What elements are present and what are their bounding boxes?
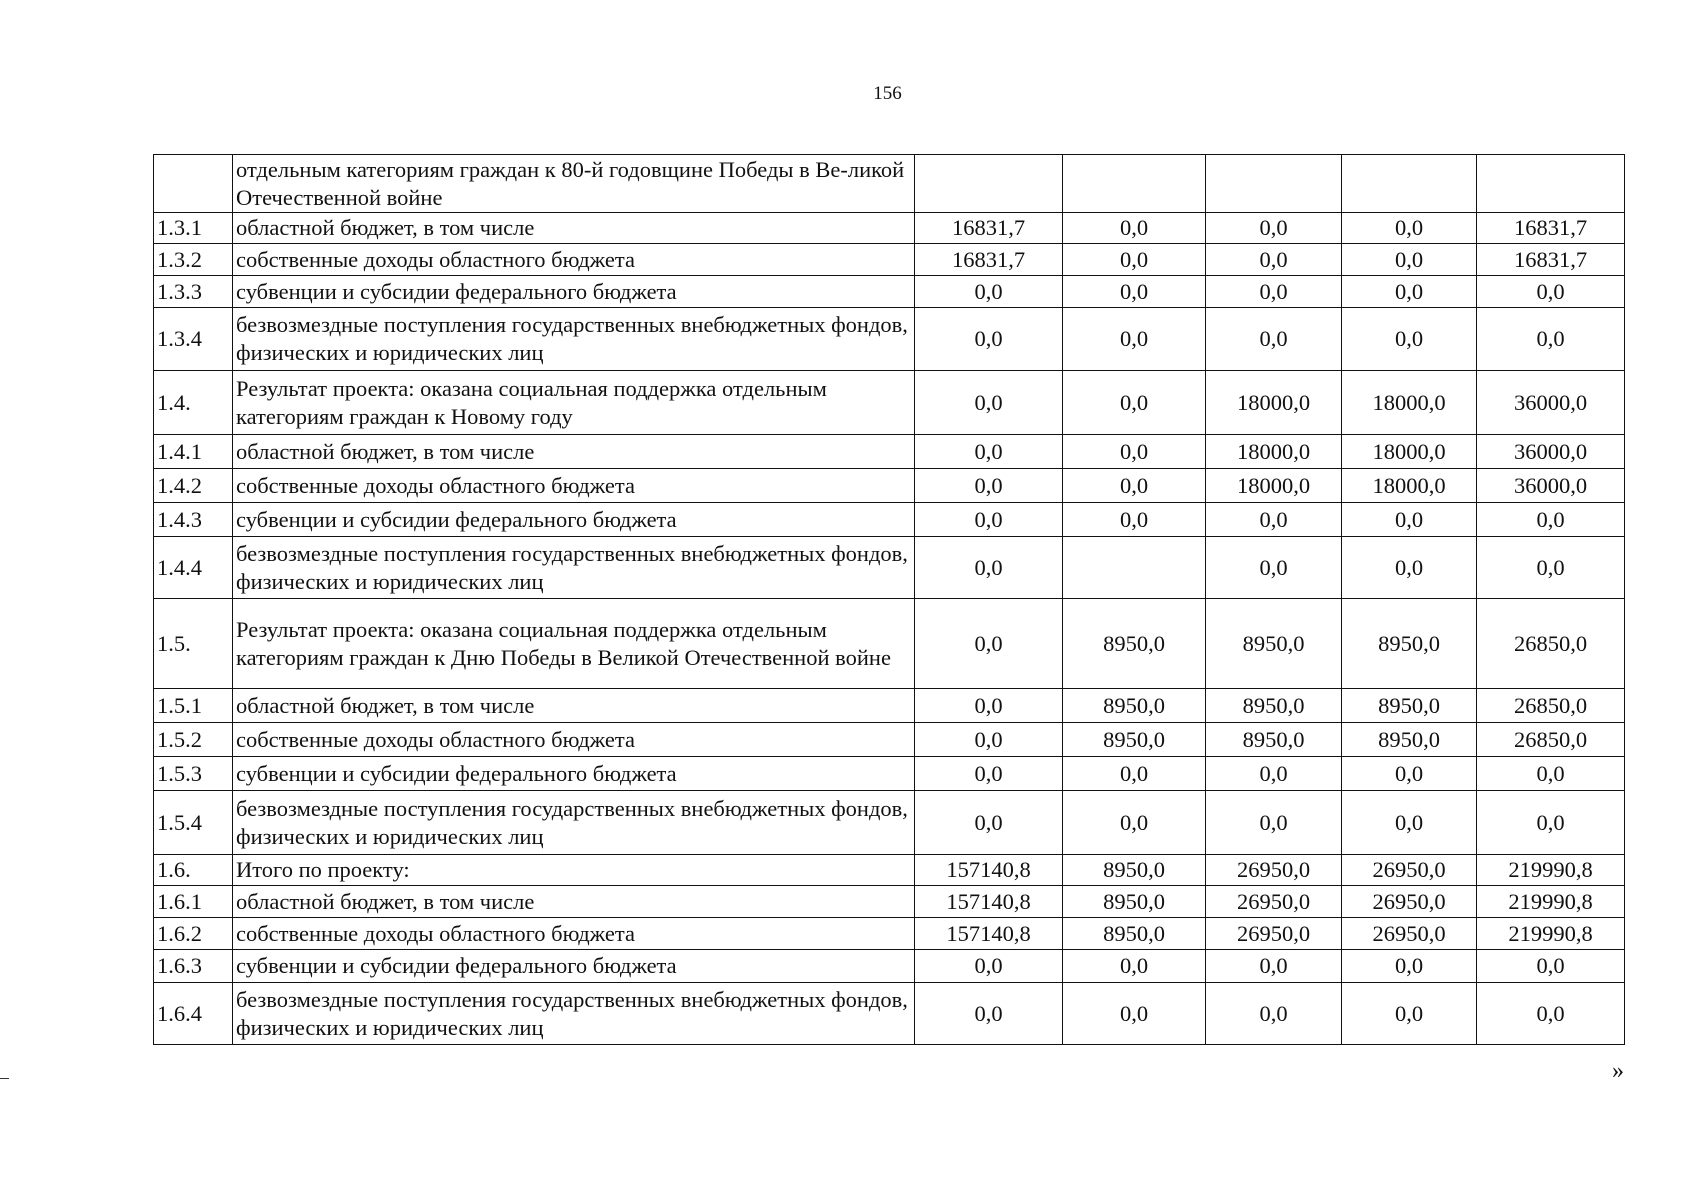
row-description: собственные доходы областного бюджета (233, 723, 915, 757)
value-cell-5: 16831,7 (1477, 213, 1625, 244)
value-cell-1: 0,0 (915, 950, 1063, 983)
row-code: 1.6.2 (154, 918, 233, 950)
row-description: Результат проекта: оказана социальная поддержка отдельным категориям граждан к Новому году (233, 371, 915, 435)
row-description: безвозмездные поступления государственных внебюджетных фондов, физических и юридических лиц (233, 308, 915, 371)
value-cell-2: 8950,0 (1063, 918, 1206, 950)
value-cell-3: 0,0 (1206, 950, 1342, 983)
value-cell-3: 26950,0 (1206, 886, 1342, 918)
row-code: 1.6.1 (154, 886, 233, 918)
row-description: собственные доходы областного бюджета (233, 918, 915, 950)
value-cell-2: 8950,0 (1063, 886, 1206, 918)
value-cell-4: 8950,0 (1342, 599, 1477, 689)
value-cell-3: 0,0 (1206, 791, 1342, 855)
value-cell-2: 0,0 (1063, 791, 1206, 855)
row-code: 1.4.4 (154, 537, 233, 599)
value-cell-2: 0,0 (1063, 308, 1206, 371)
row-code: 1.6.3 (154, 950, 233, 983)
row-description: областной бюджет, в том числе (233, 213, 915, 244)
value-cell-3: 8950,0 (1206, 599, 1342, 689)
value-cell-5: 219990,8 (1477, 855, 1625, 886)
value-cell-1: 0,0 (915, 469, 1063, 503)
value-cell-2: 0,0 (1063, 469, 1206, 503)
value-cell-4: 0,0 (1342, 537, 1477, 599)
value-cell-2: 0,0 (1063, 983, 1206, 1045)
row-description: субвенции и субсидии федерального бюджета (233, 950, 915, 983)
row-description: областной бюджет, в том числе (233, 435, 915, 469)
row-description: областной бюджет, в том числе (233, 689, 915, 723)
value-cell-4: 0,0 (1342, 983, 1477, 1045)
row-description: отдельным категориям граждан к 80-й годовщине Победы в Ве-ликой Отечественной войне (233, 155, 915, 213)
value-cell-1: 0,0 (915, 371, 1063, 435)
row-code: 1.3.3 (154, 276, 233, 308)
table-row (154, 791, 1625, 855)
row-code: 1.5.1 (154, 689, 233, 723)
value-cell-2 (1063, 155, 1206, 213)
value-cell-4: 26950,0 (1342, 918, 1477, 950)
value-cell-1: 157140,8 (915, 855, 1063, 886)
row-code: 1.4.1 (154, 435, 233, 469)
value-cell-4: 0,0 (1342, 950, 1477, 983)
row-description: собственные доходы областного бюджета (233, 469, 915, 503)
value-cell-2: 8950,0 (1063, 689, 1206, 723)
value-cell-2: 0,0 (1063, 757, 1206, 791)
value-cell-5: 219990,8 (1477, 886, 1625, 918)
row-description: безвозмездные поступления государственных внебюджетных фондов, физических и юридических лиц (233, 791, 915, 855)
value-cell-1: 0,0 (915, 308, 1063, 371)
budget-table (153, 154, 1625, 1045)
value-cell-2: 0,0 (1063, 371, 1206, 435)
value-cell-1: 0,0 (915, 689, 1063, 723)
value-cell-3: 0,0 (1206, 537, 1342, 599)
table-row (154, 276, 1625, 308)
value-cell-3: 0,0 (1206, 757, 1342, 791)
value-cell-2: 0,0 (1063, 435, 1206, 469)
value-cell-3: 8950,0 (1206, 689, 1342, 723)
value-cell-5: 0,0 (1477, 276, 1625, 308)
value-cell-5: 26850,0 (1477, 723, 1625, 757)
value-cell-5: 26850,0 (1477, 689, 1625, 723)
value-cell-3: 0,0 (1206, 503, 1342, 537)
value-cell-5: 16831,7 (1477, 244, 1625, 276)
table-row (154, 855, 1625, 886)
value-cell-4: 0,0 (1342, 213, 1477, 244)
closing-quote-mark: » (1612, 1058, 1624, 1084)
table-row (154, 308, 1625, 371)
row-description: субвенции и субсидии федерального бюджета (233, 757, 915, 791)
row-code: 1.5.2 (154, 723, 233, 757)
value-cell-3 (1206, 155, 1342, 213)
value-cell-2 (1063, 537, 1206, 599)
value-cell-2: 0,0 (1063, 276, 1206, 308)
table-row (154, 757, 1625, 791)
value-cell-2: 0,0 (1063, 213, 1206, 244)
table-row (154, 371, 1625, 435)
row-code: 1.5. (154, 599, 233, 689)
value-cell-5: 219990,8 (1477, 918, 1625, 950)
value-cell-5: 0,0 (1477, 950, 1625, 983)
table-row (154, 244, 1625, 276)
value-cell-1: 0,0 (915, 276, 1063, 308)
value-cell-1: 16831,7 (915, 244, 1063, 276)
value-cell-3: 0,0 (1206, 308, 1342, 371)
value-cell-5: 26850,0 (1477, 599, 1625, 689)
value-cell-1: 0,0 (915, 983, 1063, 1045)
value-cell-5: 36000,0 (1477, 435, 1625, 469)
value-cell-3: 0,0 (1206, 276, 1342, 308)
row-description: Результат проекта: оказана социальная поддержка отдельным категориям граждан к Дню Победы в Великой Отечественной войне (233, 599, 915, 689)
value-cell-2: 8950,0 (1063, 723, 1206, 757)
value-cell-5: 0,0 (1477, 503, 1625, 537)
value-cell-3: 26950,0 (1206, 855, 1342, 886)
value-cell-5: 0,0 (1477, 757, 1625, 791)
value-cell-4: 8950,0 (1342, 689, 1477, 723)
table-row (154, 213, 1625, 244)
row-code: 1.5.3 (154, 757, 233, 791)
value-cell-1 (915, 155, 1063, 213)
value-cell-4: 0,0 (1342, 276, 1477, 308)
table-row (154, 950, 1625, 983)
row-code: 1.6. (154, 855, 233, 886)
table-row (154, 983, 1625, 1045)
value-cell-5 (1477, 155, 1625, 213)
table-row (154, 537, 1625, 599)
value-cell-1: 0,0 (915, 503, 1063, 537)
value-cell-3: 0,0 (1206, 213, 1342, 244)
value-cell-5: 36000,0 (1477, 371, 1625, 435)
value-cell-4: 0,0 (1342, 757, 1477, 791)
table-row (154, 689, 1625, 723)
row-description: безвозмездные поступления государственных внебюджетных фондов, физических и юридических лиц (233, 537, 915, 599)
value-cell-1: 16831,7 (915, 213, 1063, 244)
value-cell-1: 157140,8 (915, 918, 1063, 950)
value-cell-5: 0,0 (1477, 983, 1625, 1045)
value-cell-1: 0,0 (915, 723, 1063, 757)
row-code: 1.6.4 (154, 983, 233, 1045)
value-cell-5: 0,0 (1477, 308, 1625, 371)
value-cell-1: 0,0 (915, 791, 1063, 855)
value-cell-3: 0,0 (1206, 244, 1342, 276)
row-code (154, 155, 233, 213)
value-cell-5: 36000,0 (1477, 469, 1625, 503)
row-description: субвенции и субсидии федерального бюджета (233, 503, 915, 537)
value-cell-4: 26950,0 (1342, 886, 1477, 918)
row-code: 1.3.1 (154, 213, 233, 244)
value-cell-3: 18000,0 (1206, 371, 1342, 435)
value-cell-5: 0,0 (1477, 537, 1625, 599)
value-cell-2: 8950,0 (1063, 599, 1206, 689)
row-description: собственные доходы областного бюджета (233, 244, 915, 276)
row-code: 1.4.2 (154, 469, 233, 503)
table-row (154, 469, 1625, 503)
value-cell-3: 26950,0 (1206, 918, 1342, 950)
table-row (154, 503, 1625, 537)
row-description: субвенции и субсидии федерального бюджета (233, 276, 915, 308)
value-cell-4: 18000,0 (1342, 435, 1477, 469)
value-cell-2: 0,0 (1063, 244, 1206, 276)
page-number: 156 (873, 83, 902, 104)
row-code: 1.4.3 (154, 503, 233, 537)
table-row (154, 599, 1625, 689)
value-cell-4: 0,0 (1342, 791, 1477, 855)
value-cell-3: 0,0 (1206, 983, 1342, 1045)
value-cell-2: 0,0 (1063, 950, 1206, 983)
value-cell-1: 0,0 (915, 435, 1063, 469)
value-cell-1: 157140,8 (915, 886, 1063, 918)
value-cell-4: 26950,0 (1342, 855, 1477, 886)
table-row (154, 155, 1625, 213)
row-code: 1.4. (154, 371, 233, 435)
value-cell-4: 0,0 (1342, 503, 1477, 537)
row-code: 1.5.4 (154, 791, 233, 855)
row-code: 1.3.2 (154, 244, 233, 276)
table-body (154, 155, 1625, 1045)
margin-mark (0, 1078, 9, 1079)
value-cell-1: 0,0 (915, 599, 1063, 689)
value-cell-4: 18000,0 (1342, 371, 1477, 435)
row-description: безвозмездные поступления государственных внебюджетных фондов, физических и юридических лиц (233, 983, 915, 1045)
value-cell-3: 8950,0 (1206, 723, 1342, 757)
row-description: Итого по проекту: (233, 855, 915, 886)
row-description: областной бюджет, в том числе (233, 886, 915, 918)
table-row (154, 918, 1625, 950)
value-cell-2: 0,0 (1063, 503, 1206, 537)
value-cell-4: 0,0 (1342, 308, 1477, 371)
value-cell-4: 8950,0 (1342, 723, 1477, 757)
table-row (154, 886, 1625, 918)
table-row (154, 723, 1625, 757)
row-code: 1.3.4 (154, 308, 233, 371)
value-cell-4: 18000,0 (1342, 469, 1477, 503)
value-cell-4 (1342, 155, 1477, 213)
value-cell-1: 0,0 (915, 757, 1063, 791)
table-row (154, 435, 1625, 469)
value-cell-2: 8950,0 (1063, 855, 1206, 886)
value-cell-4: 0,0 (1342, 244, 1477, 276)
value-cell-1: 0,0 (915, 537, 1063, 599)
value-cell-3: 18000,0 (1206, 435, 1342, 469)
value-cell-3: 18000,0 (1206, 469, 1342, 503)
value-cell-5: 0,0 (1477, 791, 1625, 855)
